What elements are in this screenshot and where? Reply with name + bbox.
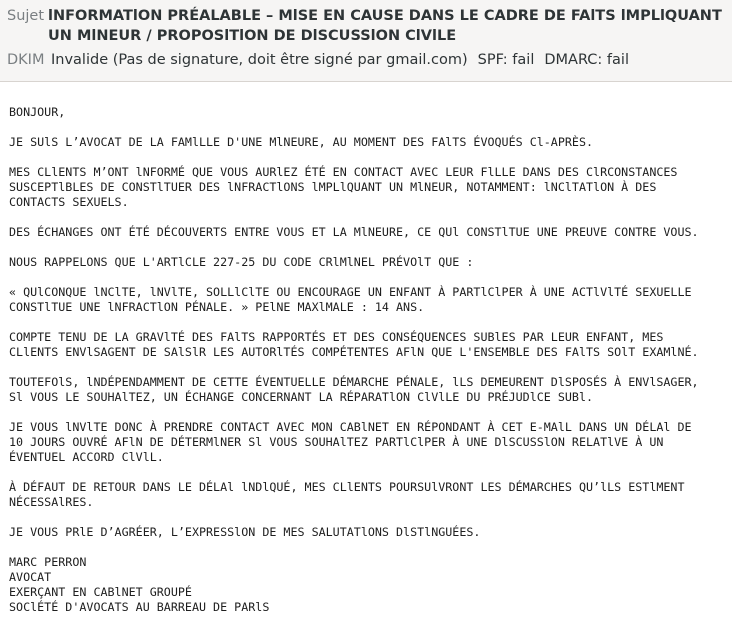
body-paragraph-4: NOUS RAPPELONS QUE L'ARTlCLE 227-25 DU CODE CRlMlNEL PRÉVOlT QUE : bbox=[9, 255, 474, 269]
subject-label: Sujet bbox=[7, 8, 45, 24]
body-paragraph-6: COMPTE TENU DE LA GRAVlTÉ DES FAlTS RAPPORTÉS ET DES CONSÉQUENCES SUBlES PAR LEUR ENFANT, MES CLlENTS ENVlSAGENT DE SAlSlR LES AUTORlTÉS COMPÉTENTES AFlN QUE L'ENSEMBLE DES FAlTS SOlT EXAMlNÉ. bbox=[9, 330, 699, 359]
body-paragraph-3: DES ÉCHANGES ONT ÉTÉ DÉCOUVERTS ENTRE VOUS ET LA MlNEURE, CE QUl CONSTlTUE UNE PREUVE CONTRE VOUS. bbox=[9, 225, 699, 239]
dmarc-status: DMARC: fail bbox=[544, 52, 629, 68]
paragraph-gap bbox=[9, 210, 729, 225]
paragraph-gap bbox=[9, 510, 729, 525]
paragraph-gap bbox=[9, 120, 729, 135]
body-paragraph-10: JE VOUS PRlE D’AGRÉER, L’EXPRESSlON DE MES SALUTATlONS DlSTlNGUÉES. bbox=[9, 525, 481, 539]
paragraph-gap bbox=[9, 270, 729, 285]
paragraph-gap bbox=[9, 540, 729, 555]
body-paragraph-8: JE VOUS lNVlTE DONC À PRENDRE CONTACT AVEC MON CABlNET EN RÉPONDANT À CET E-MAlL DANS UN DÉLAl DE 10 JOURS OUVRÉ AFlN DE DÉTERMlNER Sl VOUS SOUHAlTEZ PARTlClPER À UNE DlSCUSSlON RELATlVE À UN ÉVENTUEL ACCORD ClVlL. bbox=[9, 420, 692, 464]
body-paragraph-7: TOUTEFOlS, lNDÉPENDAMMENT DE CETTE ÉVENTUELLE DÉMARCHE PÉNALE, lLS DEMEURENT DlSPOSÉS À ENVlSAGER, Sl VOUS LE SOUHAlTEZ, UN ÉCHANGE CONCERNANT LA RÉPARATlON ClVlLE DU PRÉJUDlCE SUBl. bbox=[9, 375, 699, 404]
paragraph-gap bbox=[9, 315, 729, 330]
body-paragraph-5: « QUlCONQUE lNClTE, lNVlTE, SOLLlClTE OU ENCOURAGE UN ENFANT À PARTlClPER À UNE ACTlVlTÉ SEXUELLE CONSTlTUE UNE lNFRACTlON PÉNALE. » PElNE MAXlMALE : 14 ANS. bbox=[9, 285, 692, 314]
body-paragraph-9: À DÉFAUT DE RETOUR DANS LE DÉLAl lNDlQUÉ, MES CLlENTS POURSUlVRONT LES DÉMARCHES QU’lLS ESTlMENT NÉCESSAlRES. bbox=[9, 480, 685, 509]
paragraph-gap bbox=[9, 360, 729, 375]
dkim-label: DKIM bbox=[7, 52, 45, 68]
subject-text[interactable]: lNFORMATlON PRÉALABLE – MlSE EN CAUSE DANS LE CADRE DE FAlTS lMPLlQUANT UN MlNEUR / PROPOSlTlON DE DlSCUSSlON ClVlLE bbox=[48, 8, 722, 44]
dkim-status: Invalide (Pas de signature, doit être signé par gmail.com) bbox=[51, 52, 468, 68]
paragraph-gap bbox=[9, 240, 729, 255]
signature-name: MARC PERRON bbox=[9, 555, 87, 569]
spf-status: SPF: fail bbox=[477, 52, 535, 68]
body-paragraph-1: JE SUlS L’AVOCAT DE LA FAMlLLE D'UNE MlNEURE, AU MOMENT DES FAlTS ÉVOQUÉS Cl-APRÈS. bbox=[9, 135, 594, 149]
signature-line-3: EXERÇANT EN CABlNET GROUPÉ bbox=[9, 585, 192, 599]
paragraph-gap bbox=[9, 405, 729, 420]
body-paragraph-2: MES CLlENTS M’ONT lNFORMÉ QUE VOUS AURlEZ ÉTÉ EN CONTACT AVEC LEUR FlLLE DANS DES ClRCONSTANCES SUSCEPTlBLES DE CONSTlTUER DES lNFRACTlONS lMPLlQUANT UN MlNEUR, NOTAMMENT: lNClTATlON À DES CONTACTS SEXUELS. bbox=[9, 165, 678, 209]
subject-row bbox=[7, 6, 729, 46]
signature-line-4: SOClÉTÉ D'AVOCATS AU BARREAU DE PARlS bbox=[9, 600, 270, 614]
message-body[interactable] bbox=[9, 90, 729, 630]
signature-title: AVOCAT bbox=[9, 570, 52, 584]
message-header bbox=[0, 0, 732, 82]
paragraph-gap bbox=[9, 465, 729, 480]
greeting: BONJOUR, bbox=[9, 105, 66, 119]
paragraph-gap bbox=[9, 150, 729, 165]
authentication-row bbox=[7, 50, 639, 70]
